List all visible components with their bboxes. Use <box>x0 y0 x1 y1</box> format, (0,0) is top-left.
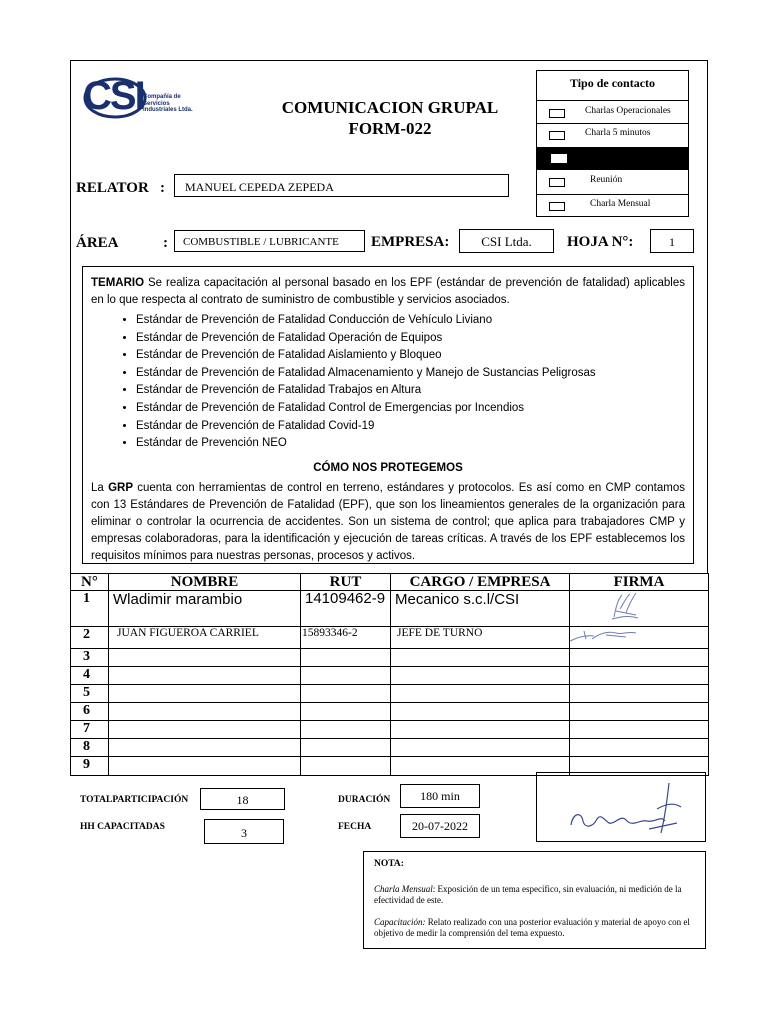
empresa-label: EMPRESA: <box>371 234 450 250</box>
cell-cargo[interactable]: JEFE DE TURNO <box>391 627 570 649</box>
row-number: 2 <box>71 627 109 649</box>
cell-cargo[interactable] <box>391 649 570 667</box>
option-charla-5-minutos: Charla 5 minutos <box>585 128 651 138</box>
area-colon: : <box>163 235 168 251</box>
hh-capacitadas-label: HH CAPACITADAS <box>80 822 165 832</box>
cell-rut[interactable] <box>301 757 391 776</box>
hoja-label: HOJA N°: <box>567 234 634 250</box>
temario-intro <box>91 275 685 308</box>
cell-cargo[interactable] <box>391 685 570 703</box>
nota-mensual-text: : Exposición de un tema específico, sin evaluación, ni medición de la efectividad de este. <box>374 883 682 905</box>
nota-cap-text: Relato realizado con una posterior evaluación y material de apoyo con el objetivo de medir la comprensión del tema expuesto. <box>374 916 690 938</box>
signature-cell[interactable] <box>570 721 709 739</box>
row-number: 9 <box>71 757 109 776</box>
cell-cargo[interactable]: Mecanico s.c.l/CSI <box>391 591 570 627</box>
col-header-cargo: CARGO / EMPRESA <box>391 574 570 591</box>
cell-cargo[interactable] <box>391 703 570 721</box>
signature-icon <box>570 627 647 643</box>
checkbox-charlas-operacionales[interactable] <box>549 109 565 118</box>
nota-cap-term: Capacitación: <box>374 916 426 927</box>
cell-cargo[interactable] <box>391 739 570 757</box>
cell-rut[interactable] <box>301 739 391 757</box>
signature-cell[interactable] <box>570 591 709 627</box>
grp-paragraph <box>91 480 685 565</box>
fecha-label: FECHA <box>338 822 372 832</box>
table-row <box>71 721 709 739</box>
row-number: 3 <box>71 649 109 667</box>
nota-title: NOTA: <box>374 859 404 869</box>
signature-cell[interactable] <box>570 649 709 667</box>
col-header-nombre: NOMBRE <box>109 574 301 591</box>
checkbox-reunion[interactable] <box>549 178 565 187</box>
list-item: • Estándar de Prevención de Fatalidad Conducción de Vehículo Liviano <box>136 312 685 330</box>
row-number: 5 <box>71 685 109 703</box>
empresa-field[interactable]: CSI Ltda. <box>459 229 554 253</box>
signature-cell[interactable] <box>570 667 709 685</box>
list-item: • Estándar de Prevención de Fatalidad Trabajos en Altura <box>136 382 685 400</box>
temario-intro-text: Se realiza capacitación al personal basado en los EPF (estándar de prevención de fatalidad) aplicables en lo que respecta al contrato de suministro de combustible y servicios asociados. <box>91 277 685 306</box>
form-code: FORM-022 <box>348 119 432 138</box>
cell-nombre[interactable]: JUAN FIGUEROA CARRIEL <box>109 627 301 649</box>
signature-icon <box>537 773 707 843</box>
duracion-label: DURACIÓN <box>338 795 391 805</box>
table-row <box>71 627 709 649</box>
cell-rut[interactable] <box>301 667 391 685</box>
total-participacion-label: TOTALPARTICIPACIÓN <box>80 795 189 805</box>
signature-cell[interactable] <box>570 739 709 757</box>
table-row <box>71 591 709 627</box>
cell-rut[interactable]: 15893346-2 <box>301 627 391 649</box>
option-charla-mensual: Charla Mensual <box>590 199 651 209</box>
table-row <box>71 667 709 685</box>
nota-mensual <box>374 884 695 907</box>
area-field[interactable]: COMBUSTIBLE / LUBRICANTE <box>174 230 365 252</box>
cell-nombre[interactable] <box>109 757 301 776</box>
list-item: • Estándar de Prevención de Fatalidad Almacenamiento y Manejo de Sustancias Peligrosas <box>136 365 685 383</box>
signature-cell[interactable] <box>570 685 709 703</box>
csi-logo <box>83 76 203 120</box>
logo-line-1: Compañía de <box>143 94 181 100</box>
cell-cargo[interactable] <box>391 721 570 739</box>
row-number: 1 <box>71 591 109 627</box>
checkbox-selected[interactable] <box>551 154 567 163</box>
fecha-field[interactable]: 20-07-2022 <box>400 814 480 838</box>
participants-table <box>70 573 709 776</box>
temario-box <box>82 266 694 564</box>
signature-cell[interactable] <box>570 703 709 721</box>
list-item: • Estándar de Prevención de Fatalidad Operación de Equipos <box>136 330 685 348</box>
grp-paragraph-post: cuenta con herramientas de control en terreno, estándares y protocolos. Es así como en CMP contamos con 13 Estándares de Prevención de Fatalidad (EPF), que son los lineamientos generales de la organización para eliminar o controlar la ocurrencia de accidentes. Son un sistema de control; que aplica para trabajadores CMP y empresas colaboradoras, para la identificación y ejecución de tareas críticas. A través de los EPF establecemos los requisitos mínimos para nuestras personas, procesos y activos. <box>91 482 685 563</box>
checkbox-charla-mensual[interactable] <box>549 202 565 211</box>
cell-rut[interactable] <box>301 649 391 667</box>
epf-list <box>91 312 685 453</box>
list-item: • Estándar de Prevención de Fatalidad Aislamiento y Bloqueo <box>136 347 685 365</box>
row-number: 4 <box>71 667 109 685</box>
table-row <box>71 685 709 703</box>
nota-box <box>363 851 706 949</box>
list-item: • Estándar de Prevención de Fatalidad Covid-19 <box>136 418 685 436</box>
cell-rut[interactable] <box>301 721 391 739</box>
cell-rut[interactable] <box>301 703 391 721</box>
grp-paragraph-pre: La <box>91 482 109 495</box>
relator-field[interactable]: MANUEL CEPEDA ZEPEDA <box>174 174 509 197</box>
logo-letters: CSI <box>83 74 144 118</box>
logo-line-3: Industriales Ltda. <box>143 107 193 113</box>
cell-nombre[interactable] <box>109 649 301 667</box>
cell-nombre[interactable] <box>109 703 301 721</box>
cell-rut[interactable] <box>301 685 391 703</box>
nota-mensual-term: Charla Mensual <box>374 883 433 894</box>
checkbox-charla-5-minutos[interactable] <box>549 131 565 140</box>
cell-nombre[interactable] <box>109 721 301 739</box>
cell-nombre[interactable] <box>109 667 301 685</box>
relator-label: RELATOR <box>76 180 149 196</box>
table-header <box>71 574 709 591</box>
table-row <box>71 703 709 721</box>
list-item: • Estándar de Prevención de Fatalidad Control de Emergencias por Incendios <box>136 400 685 418</box>
option-charlas-operacionales: Charlas Operacionales <box>585 106 671 116</box>
area-label: ÁREA <box>76 235 119 251</box>
signature-icon <box>606 591 646 621</box>
row-number: 7 <box>71 721 109 739</box>
col-header-rut: RUT <box>301 574 391 591</box>
relator-colon: : <box>160 180 165 196</box>
cell-nombre[interactable]: Wladimir marambio <box>109 591 301 627</box>
hh-capacitadas-field[interactable]: 3 <box>204 819 284 844</box>
row-number: 8 <box>71 739 109 757</box>
page-title: COMUNICACION GRUPAL <box>281 98 499 117</box>
relator-signature-box[interactable] <box>536 772 706 842</box>
table-row <box>71 649 709 667</box>
duracion-field[interactable]: 180 min <box>400 784 480 808</box>
option-reunion: Reunión <box>590 175 623 185</box>
logo-line-2: Servicios <box>143 100 170 107</box>
total-participacion-field[interactable]: 18 <box>200 788 285 810</box>
row-number: 6 <box>71 703 109 721</box>
hoja-field[interactable]: 1 <box>650 229 694 253</box>
cell-nombre[interactable] <box>109 685 301 703</box>
section-subtitle: CÓMO NOS PROTEGEMOS <box>313 461 463 474</box>
cell-nombre[interactable] <box>109 739 301 757</box>
signature-cell[interactable] <box>570 627 709 649</box>
col-header-num: N° <box>71 574 109 591</box>
col-header-firma: FIRMA <box>570 574 709 591</box>
cell-rut[interactable]: 14109462-9 <box>301 591 391 627</box>
table-row <box>71 739 709 757</box>
grp-term: GRP <box>108 482 133 495</box>
cell-cargo[interactable] <box>391 667 570 685</box>
temario-label: TEMARIO <box>91 277 145 289</box>
list-item: • Estándar de Prevención NEO <box>136 435 685 453</box>
nota-capacitacion <box>374 917 695 940</box>
contact-type-title: Tipo de contacto <box>569 76 656 90</box>
